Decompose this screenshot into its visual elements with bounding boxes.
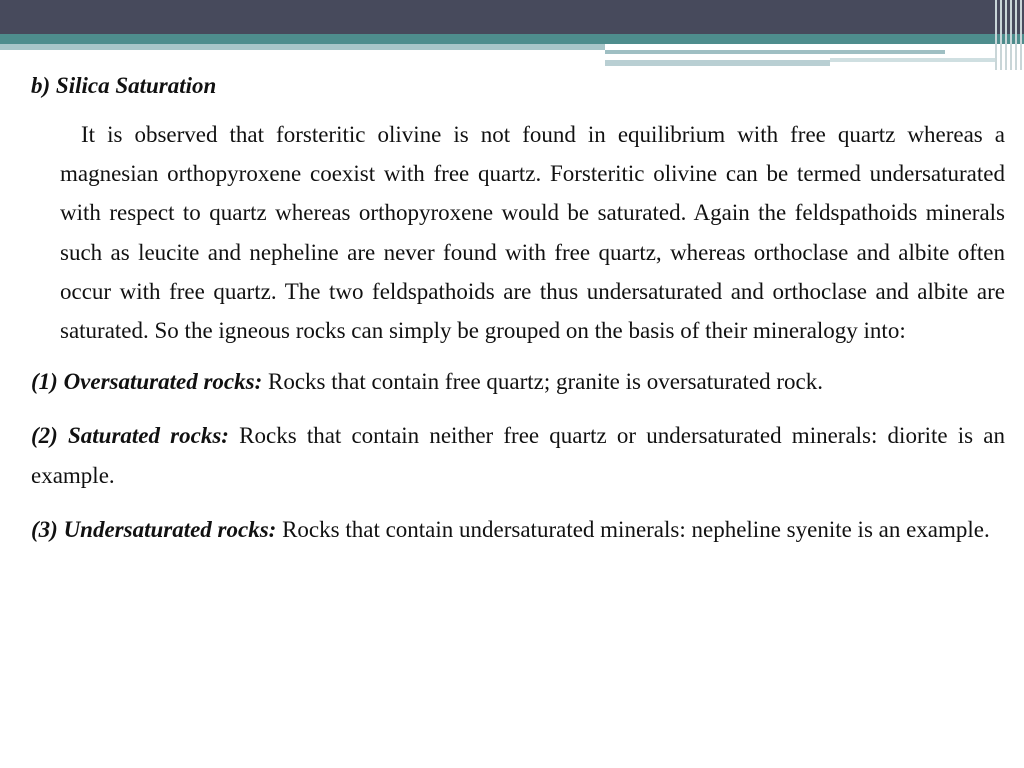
item-term: (1) Oversaturated rocks: [31,369,263,395]
slide-content [31,66,1005,564]
header-bar-light [0,44,605,50]
section-heading: b) Silica Saturation [31,73,217,98]
item-text: Rocks that contain free quartz; granite is oversaturated rock. [262,369,823,395]
header-stripe [830,58,995,62]
intro-paragraph: It is observed that forsteritic olivine is not found in equilibrium with free quartz whereas a magnesian orthopyroxene coexist with free quartz. Forsteritic olivine can be termed undersaturated with respect to quartz whereas orthopyroxene would be saturated. Again the feldspathoids minerals such as leucite and nepheline are never found with free quartz, whereas orthoclase and albite often occur with free quartz. The two feldspathoids are thus undersaturated and orthoclase and albite are saturated. So the igneous rocks can simply be grouped on the basis of their mineralogy into: [60,122,1005,344]
header-bar-teal [0,34,1024,44]
item-term: (2) Saturated rocks: [31,423,229,449]
item-text: Rocks that contain neither free quartz or undersaturated minerals: diorite is an example. [31,423,1005,488]
header-stripe [605,50,945,54]
list-item [31,510,1005,549]
item-term: (3) Undersaturated rocks: [31,516,277,542]
list-item [31,362,1005,401]
header-vertical-lines [993,0,1024,70]
header-bar-dark [0,0,1024,34]
item-text: Rocks that contain undersaturated minerals: nepheline syenite is an example. [276,516,990,542]
list-item [31,416,1005,494]
